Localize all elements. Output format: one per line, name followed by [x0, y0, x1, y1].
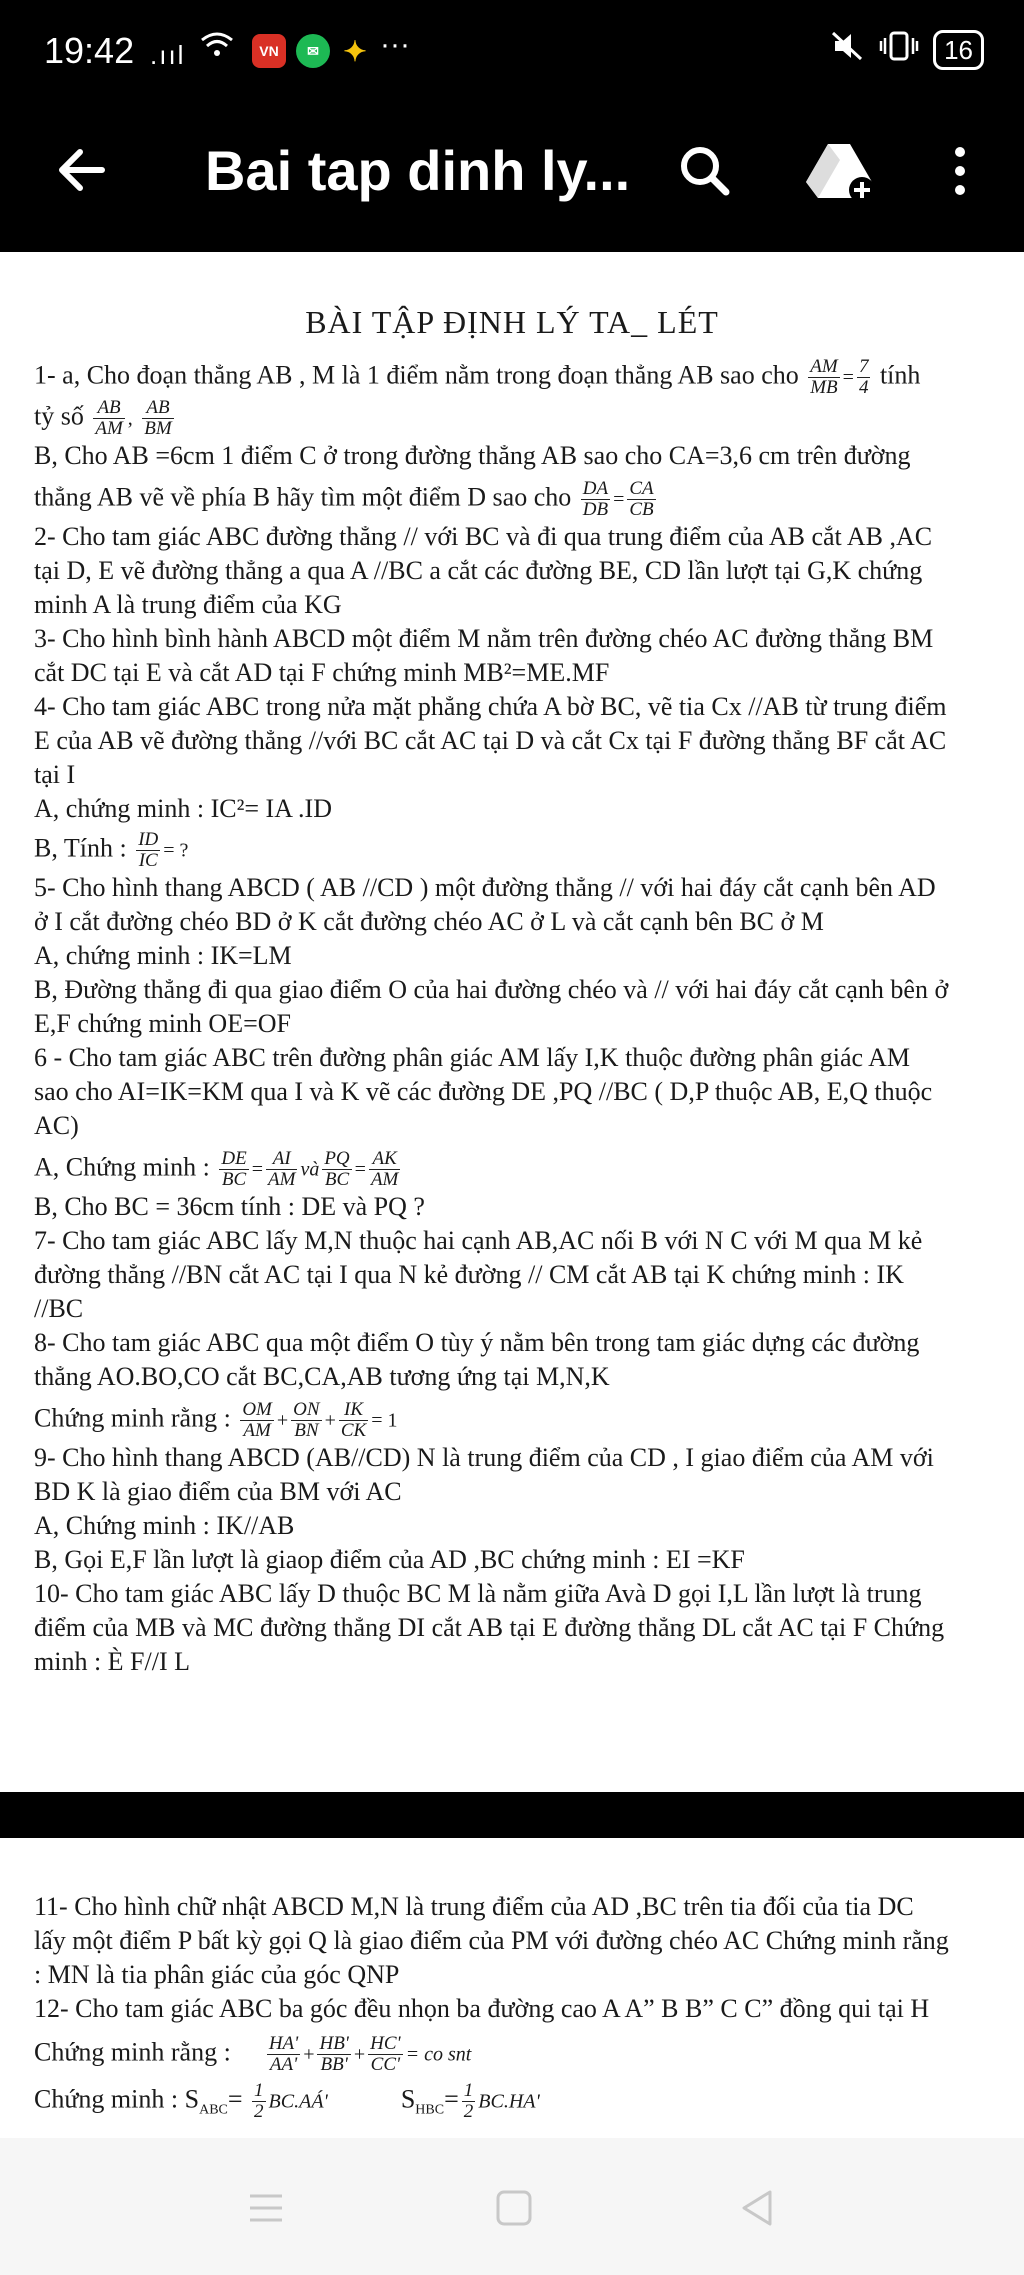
problem-1-line-3: B, Cho AB =6cm 1 điểm C ở trong đường thẳng AB sao cho CA=3,6 cm trên đường [34, 441, 911, 470]
problem-3-line: cắt DC tại E và cắt AD tại F chứng minh MB²=ME.MF [34, 658, 610, 687]
drive-add-icon[interactable] [800, 136, 880, 206]
more-vertical-icon[interactable] [940, 136, 980, 206]
problem-6-part-a: A, Chứng minh : $\frac{DE}{BC}$ = $\frac{AI}{AM}$ và $\frac{PQ}{BC}$ = $\frac{AK}{AM}$ [34, 1148, 399, 1190]
fraction: $\frac{PQ}{BC}$ [324, 1148, 350, 1190]
document-page-1 [0, 252, 1024, 1792]
problem-5-line: E,F chứng minh OE=OF [34, 1009, 291, 1038]
fraction: $\frac{1}{2}$ [254, 2080, 264, 2122]
home-square-icon[interactable] [484, 2178, 544, 2238]
back-arrow-icon[interactable] [52, 140, 112, 200]
fraction: $\frac{AK}{AM}$ [370, 1148, 399, 1190]
text: tính [879, 360, 921, 390]
problem-9-line: B, Gọi E,F lần lượt là giaop điểm của AD ,BC chứng minh : EI =KF [34, 1545, 745, 1574]
more-notifications-icon: ··· [380, 28, 410, 61]
problem-5-line: ở I cắt đường chéo BD ở K cắt đường chéo AC ở L và cắt cạnh bên BC ở M [34, 907, 824, 936]
fraction: $\frac{HC'}{CC'}$ [370, 2033, 401, 2075]
text: 1- a, Cho đoạn thẳng AB , M là 1 điểm nằm trong đoạn thẳng AB sao cho [34, 360, 799, 390]
problem-4-line: 4- Cho tam giác ABC trong nửa mặt phẳng chứa A bờ BC, vẽ tia Cx //AB từ trung điểm [34, 692, 947, 721]
fraction: $\frac{IK}{CK}$ [340, 1399, 367, 1441]
problem-2-line: 2- Cho tam giác ABC đường thẳng // với BC và đi qua trung điểm của AB cắt AB ,AC [34, 522, 933, 551]
mute-icon [831, 31, 865, 69]
problem-1-line-1: 1- a, Cho đoạn thẳng AB , M là 1 điểm nằm trong đoạn thẳng AB sao cho $\frac{AM}{MB}$ = $\frac{7}{4}$ tính [34, 356, 921, 398]
text: B, Tính : [34, 833, 127, 863]
fraction: $\frac{1}{2}$ [463, 2080, 474, 2122]
problem-2-line: tại D, E vẽ đường thẳng a qua A //BC a cắt các đường BE, CD lần lượt tại G,K chứng [34, 556, 923, 585]
text: Chứng minh rằng : [34, 1403, 231, 1433]
text: thẳng AB vẽ về phía B hãy tìm một điểm D sao cho [34, 482, 572, 512]
problem-3-line: 3- Cho hình bình hành ABCD một điểm M nằm trên đường chéo AC đường thẳng BM [34, 624, 934, 653]
clock: 19:42 [44, 30, 135, 71]
problem-4-part-b: B, Tính : $\frac{ID}{IC}$ = ? [34, 829, 189, 871]
problem-2-line: minh A là trung điểm của KG [34, 590, 342, 619]
fraction: $\frac{OM}{AM}$ [242, 1399, 272, 1441]
text: Chứng minh : S [34, 2084, 200, 2114]
document-title: Bai tap dinh ly... [205, 139, 631, 202]
problem-4-line: E của AB vẽ đường thẳng //với BC cắt AC tại D và cắt Cx tại F đường thẳng BF cắt AC [34, 726, 947, 755]
fraction: $\frac{ON}{BN}$ [293, 1399, 320, 1441]
fraction: $\frac{HB'}{BB'}$ [319, 2033, 349, 2075]
problem-11-line: lấy một điểm P bất kỳ gọi Q là giao điểm của PM với đường chéo AC Chứng minh rằng [34, 1926, 949, 1955]
text: Chứng minh rằng : [34, 2037, 231, 2067]
problem-11-line: : MN là tia phân giác của góc QNP [34, 1960, 400, 1989]
app-toolbar [0, 100, 1024, 250]
problem-9-line: A, Chứng minh : IK//AB [34, 1511, 295, 1540]
fraction: $\frac{7}{4}$ [858, 356, 869, 398]
problem-6-line: 6 - Cho tam giác ABC trên đường phân giác AM lấy I,K thuộc đường phân giác AM [34, 1043, 910, 1072]
problem-12-area-line: Chứng minh : $S_{ABC}=$ $\frac{1}{2}$ BC.AÁ' $S_{HBC}=$ $\frac{1}{2}$ BC.HA' [34, 2080, 540, 2122]
problem-6-line: AC) [34, 1111, 79, 1140]
news-app-icon: VN [252, 34, 286, 68]
text: A, Chứng minh : [34, 1152, 210, 1182]
search-icon[interactable] [670, 136, 740, 206]
problem-1-line-4: thẳng AB vẽ về phía B hãy tìm một điểm D sao cho $\frac{DA}{DB}$ = $\frac{CA}{CB}$ [34, 478, 654, 520]
fraction: $\frac{CA}{CB}$ [629, 478, 654, 520]
problem-6-line: sao cho AI=IK=KM qua I và K vẽ các đường DE ,PQ //BC ( D,P thuộc AB, E,Q thuộc [34, 1077, 933, 1106]
doc-heading: BÀI TẬP ĐỊNH LÝ TA_ LÉT [305, 304, 719, 340]
battery-icon: 16 [933, 30, 984, 70]
problem-9-line: BD K là giao điểm của BM với AC [34, 1477, 402, 1506]
fraction: $\frac{AI}{AM}$ [268, 1148, 296, 1190]
fraction: $\frac{AB}{BM}$ [144, 397, 172, 439]
back-triangle-icon[interactable] [728, 2178, 788, 2238]
problem-1-line-2: tỷ số $\frac{AB}{AM}$ , $\frac{AB}{BM}$ [34, 397, 172, 439]
star-app-icon: ✦ [343, 35, 367, 67]
problem-6-part-b: B, Cho BC = 36cm tính : DE và PQ ? [34, 1192, 425, 1221]
problem-7-line: đường thẳng //BN cắt AC tại I qua N kẻ đường // CM cắt AB tại K chứng minh : IK [34, 1260, 904, 1289]
problem-11-line: 11- Cho hình chữ nhật ABCD M,N là trung điểm của AD ,BC trên tia đối của tia DC [34, 1892, 914, 1921]
fraction: $\frac{AM}{MB}$ [810, 356, 838, 398]
page-separator [0, 1792, 1024, 1838]
problem-5-line: B, Đường thẳng đi qua giao điểm O của hai đường chéo và // với hai đáy cắt cạnh bên ở [34, 975, 949, 1004]
system-nav-bar [0, 2138, 1024, 2275]
problem-4-line: A, chứng minh : IC²= IA .ID [34, 794, 332, 823]
problem-7-line: //BC [34, 1294, 84, 1323]
menu-icon[interactable] [236, 2178, 296, 2238]
fraction: $\frac{DE}{BC}$ [221, 1148, 247, 1190]
fraction: $\frac{DA}{DB}$ [582, 478, 609, 520]
problem-10-line: 10- Cho tam giác ABC lấy D thuộc BC M là nằm giữa Avà D gọi I,L lần lượt là trung [34, 1579, 922, 1608]
fraction: $\frac{HA'}{AA'}$ [268, 2033, 299, 2075]
problem-5-line: 5- Cho hình thang ABCD ( AB //CD ) một đường thẳng // với hai đáy cắt cạnh bên AD [34, 873, 936, 902]
problem-8-line: 8- Cho tam giác ABC qua một điểm O tùy ý nằm bên trong tam giác dựng các đường [34, 1328, 920, 1357]
problem-10-line: minh : È F//I L [34, 1647, 190, 1676]
problem-4-line: tại I [34, 760, 76, 789]
fraction: $\frac{ID}{IC}$ [138, 829, 159, 871]
message-app-icon: ✉ [296, 34, 330, 68]
text: tỷ số [34, 401, 84, 431]
document-page-2 [0, 1838, 1024, 2138]
problem-9-line: 9- Cho hình thang ABCD (AB//CD) N là trung điểm của CD , I giao điểm của AM với [34, 1443, 934, 1472]
wifi-icon [200, 30, 234, 68]
problem-5-line: A, chứng minh : IK=LM [34, 941, 292, 970]
signal-icon: .ııl [150, 40, 186, 70]
problem-12-proof: Chứng minh rằng : $\frac{HA'}{AA'}$ + $\frac{HB'}{BB'}$ + $\frac{HC'}{CC'}$ = co snt [34, 2033, 472, 2075]
problem-12-line: 12- Cho tam giác ABC ba góc đều nhọn ba đường cao A A” B B” C C” đồng qui tại H [34, 1994, 930, 2023]
text: S [400, 2084, 416, 2114]
problem-10-line: điểm của MB và MC đường thẳng DI cắt AB tại E đường thẳng DL cắt AC tại F Chứng [34, 1613, 945, 1642]
fraction: $\frac{AB}{AM}$ [95, 397, 123, 439]
vibrate-icon [879, 30, 919, 70]
problem-8-line: thẳng AO.BO,CO cắt BC,CA,AB tương ứng tại M,N,K [34, 1362, 610, 1391]
problem-7-line: 7- Cho tam giác ABC lấy M,N thuộc hai cạnh AB,AC nối B với N C với M qua M kẻ [34, 1226, 923, 1255]
status-bar [0, 0, 1024, 100]
problem-8-proof: Chứng minh rằng : $\frac{OM}{AM}$ + $\frac{ON}{BN}$ + $\frac{IK}{CK}$ = 1 [34, 1399, 398, 1441]
